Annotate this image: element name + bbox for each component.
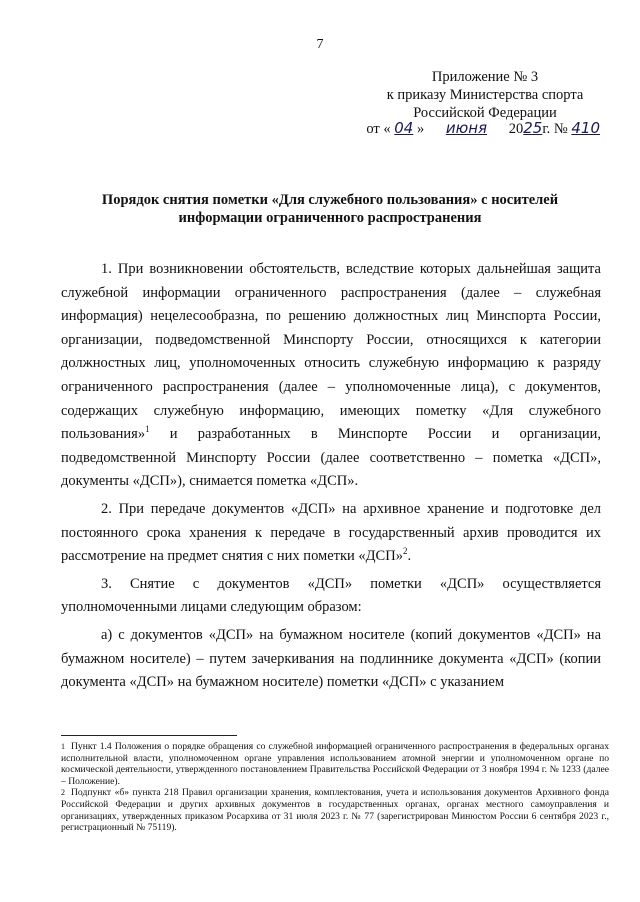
footnote-divider xyxy=(61,735,237,736)
appendix-order-ref: к приказу Министерства спорта xyxy=(386,87,584,103)
date-month: июня xyxy=(445,119,488,137)
paragraph-2-text-b: . xyxy=(407,548,412,565)
document-body xyxy=(61,258,601,695)
footnote-2 xyxy=(61,787,609,833)
paragraph-2 xyxy=(61,498,601,569)
year-g: г. № xyxy=(542,121,568,137)
footnote-ref-2: 2 xyxy=(402,546,408,557)
order-number: 410 xyxy=(571,119,600,137)
footnote-ref-1: 1 xyxy=(145,424,150,435)
paragraph-1-text-a: 1. При возникновении обстоятельств, вследствие которых дальнейшая защита служебной информации ограниченного распространения (далее – служебная информация) нецелесообразна, по решению должностных лиц Минспорта России, организации, подведомственной Минспорту России, относящихся к категории должностных лиц, уполномоченных относить служебную информацию к разряду ограниченного распространения (далее – уполномоченные лица), с документов, содержащих служебную информацию, имеющих пометку «Для служебного пользования» xyxy=(61,261,601,443)
date-day: 04 xyxy=(394,119,414,137)
appendix-header xyxy=(370,68,600,122)
footnote-mark-2: 2 xyxy=(61,788,65,798)
footnote-text-2: Подпункт «б» пункта 218 Правил организации хранения, комплектования, учета и использования документов Архивного фонда Российской Федерации и других архивных документов в государственных органах, органах местного самоуправления и организациях, утвержденных приказом Росархива от 31 июля 2023 г. № 77 (зарегистрирован Минюстом России 6 сентября 2023 г., регистрационный № 75119). xyxy=(61,787,609,834)
date-prefix: от « xyxy=(366,121,391,137)
footnote-mark-1: 1 xyxy=(61,742,65,751)
footnote-text-1: Пункт 1.4 Положения о порядке обращения со служебной информацией ограниченного распространения в федеральных органах исполнительной власти, уполномоченном органе управления использованием атомной энергии и уполномоченном органе по космической деятельности, утвержденного постановлением Правительства Российской Федерации от 3 ноября 1994 г. № 1233 (далее – Положение). xyxy=(61,741,609,787)
footnotes xyxy=(61,741,609,834)
paragraph-1-text-b: и разработанных в Минспорте России и организации, подведомственной Минспорту России (далее соответственно – пометка «ДСП», документы «ДСП»), снимается пометка «ДСП». xyxy=(61,426,601,490)
paragraph-3: 3. Снятие с документов «ДСП» пометки «ДСП» осуществляется уполномоченными лицами следующим образом: xyxy=(61,575,601,616)
paragraph-4: а) с документов «ДСП» на бумажном носителе (копий документов «ДСП» на бумажном носителе) – путем зачеркивания на подлиннике документа «ДСП» (копии документа «ДСП» на бумажном носителе) пометки «ДСП» с указанием xyxy=(61,626,601,691)
year-prefix: 20 xyxy=(508,121,524,137)
footnote-1 xyxy=(61,741,609,787)
year-suffix: 25 xyxy=(523,119,543,137)
paragraph-1 xyxy=(61,258,601,494)
appendix-title: Приложение № 3 xyxy=(431,69,539,85)
page-number: 7 xyxy=(316,37,324,52)
appendix-country: Российской Федерации xyxy=(413,105,557,121)
date-mid: » xyxy=(416,121,425,137)
paragraph-2-text-a: 2. При передаче документов «ДСП» на архивное хранение и подготовке дел постоянного срока хранения к передаче в государственный архив проводится их рассмотрение на предмет снятия с них пометки «ДСП» xyxy=(61,500,601,565)
document-title: Порядок снятия пометки «Для служебного пользования» с носителей информации ограниченного распространения xyxy=(101,192,559,226)
order-date-line xyxy=(366,119,600,138)
